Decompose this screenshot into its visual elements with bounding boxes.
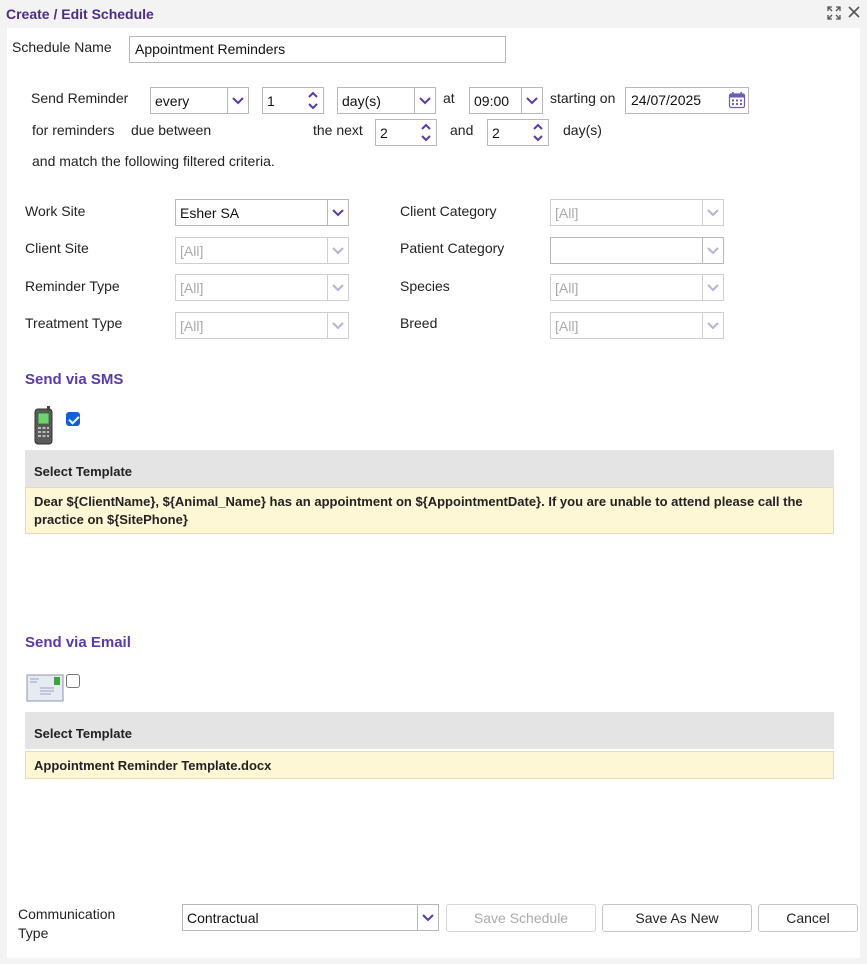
work-site-select[interactable] bbox=[175, 199, 349, 226]
frequency-select[interactable] bbox=[150, 87, 249, 114]
species-select[interactable] bbox=[550, 274, 724, 301]
reminder-type-select[interactable] bbox=[175, 274, 349, 301]
chevron-down-icon[interactable] bbox=[521, 88, 542, 113]
email-enabled-checkbox[interactable] bbox=[66, 674, 80, 688]
chevron-up-icon[interactable] bbox=[530, 120, 546, 132]
sms-template-header: Select Template bbox=[25, 450, 834, 487]
unit-value: day(s) bbox=[342, 93, 381, 109]
chevron-down-icon[interactable] bbox=[414, 88, 435, 113]
breed-label: Breed bbox=[400, 315, 438, 331]
chevron-down-icon bbox=[702, 200, 723, 225]
chevron-down-icon bbox=[327, 275, 348, 300]
chevron-down-icon[interactable] bbox=[227, 88, 248, 113]
title-bar bbox=[0, 0, 867, 28]
work-site-value: Esher SA bbox=[180, 205, 240, 221]
email-section-title: Send via Email bbox=[25, 634, 131, 651]
reminder-type-label: Reminder Type bbox=[25, 278, 120, 294]
at-label: at bbox=[443, 90, 455, 106]
client-site-value: [All] bbox=[180, 243, 204, 259]
range-from-value: 2 bbox=[380, 125, 388, 141]
criteria-text: and match the following filtered criteria. bbox=[32, 153, 275, 169]
send-reminder-label: Send Reminder bbox=[31, 90, 129, 106]
interval-value: 1 bbox=[267, 93, 275, 109]
frequency-value: every bbox=[155, 93, 190, 109]
breed-value: [All] bbox=[555, 318, 579, 334]
start-date-value: 24/07/2025 bbox=[631, 92, 702, 108]
chevron-down-icon[interactable] bbox=[702, 238, 723, 263]
communication-type-value: Contractual bbox=[187, 910, 259, 926]
email-template-header: Select Template bbox=[25, 712, 834, 749]
species-value: [All] bbox=[555, 280, 579, 296]
chevron-down-icon bbox=[702, 275, 723, 300]
and-label: and bbox=[450, 122, 474, 138]
range-unit-label: day(s) bbox=[563, 122, 602, 138]
save-schedule-button[interactable]: Save Schedule bbox=[446, 904, 596, 932]
communication-type-label: Communication Type bbox=[18, 906, 116, 941]
the-next-label: the next bbox=[313, 122, 363, 138]
unit-select[interactable] bbox=[337, 87, 436, 114]
time-value: 09:00 bbox=[474, 93, 510, 109]
time-select[interactable] bbox=[469, 87, 543, 114]
treatment-type-value: [All] bbox=[180, 318, 204, 334]
schedule-name-label: Schedule Name bbox=[12, 39, 112, 55]
patient-category-select[interactable] bbox=[550, 237, 724, 264]
window-title: Create / Edit Schedule bbox=[6, 6, 154, 22]
sms-template-text[interactable]: Dear ${ClientName}, ${Animal_Name} has an appointment on ${AppointmentDate}. If you are unable to attend please call the practice on ${SitePhone} bbox=[25, 487, 834, 534]
chevron-down-icon[interactable] bbox=[530, 132, 546, 144]
for-reminders-label: for reminders bbox=[32, 122, 115, 138]
close-icon[interactable] bbox=[846, 6, 862, 22]
breed-select[interactable] bbox=[550, 312, 724, 339]
range-to-stepper[interactable] bbox=[487, 119, 549, 146]
range-to-value: 2 bbox=[492, 125, 500, 141]
client-category-select[interactable] bbox=[550, 199, 724, 226]
chevron-down-icon bbox=[702, 313, 723, 338]
client-site-label: Client Site bbox=[25, 240, 89, 256]
chevron-down-icon[interactable] bbox=[305, 100, 321, 112]
species-label: Species bbox=[400, 278, 450, 294]
starting-on-label: starting on bbox=[550, 90, 616, 106]
client-site-select[interactable] bbox=[175, 237, 349, 264]
client-category-label: Client Category bbox=[400, 203, 497, 219]
schedule-form bbox=[7, 28, 860, 958]
work-site-label: Work Site bbox=[25, 203, 86, 219]
chevron-up-icon[interactable] bbox=[418, 120, 434, 132]
communication-type-select[interactable] bbox=[182, 904, 439, 931]
mobile-phone-icon bbox=[31, 406, 57, 446]
chevron-down-icon[interactable] bbox=[327, 200, 348, 225]
schedule-name-input[interactable]: Appointment Reminders bbox=[129, 36, 506, 63]
maximize-icon[interactable] bbox=[826, 6, 842, 22]
calendar-icon[interactable] bbox=[728, 91, 746, 109]
sms-section-title: Send via SMS bbox=[25, 371, 124, 388]
envelope-icon bbox=[26, 674, 64, 702]
treatment-type-label: Treatment Type bbox=[25, 315, 123, 331]
chevron-down-icon bbox=[327, 313, 348, 338]
cancel-button[interactable]: Cancel bbox=[758, 904, 858, 932]
chevron-down-icon[interactable] bbox=[418, 132, 434, 144]
chevron-down-icon[interactable] bbox=[417, 905, 438, 930]
client-category-value: [All] bbox=[555, 205, 579, 221]
sms-enabled-checkbox[interactable] bbox=[66, 412, 80, 426]
chevron-down-icon bbox=[327, 238, 348, 263]
treatment-type-select[interactable] bbox=[175, 312, 349, 339]
due-between-label: due between bbox=[131, 122, 212, 138]
email-template-text[interactable]: Appointment Reminder Template.docx bbox=[25, 751, 834, 779]
reminder-type-value: [All] bbox=[180, 280, 204, 296]
patient-category-label: Patient Category bbox=[400, 240, 505, 256]
chevron-up-icon[interactable] bbox=[305, 88, 321, 100]
interval-stepper[interactable] bbox=[262, 87, 324, 114]
save-as-new-button[interactable]: Save As New bbox=[602, 904, 752, 932]
range-from-stepper[interactable] bbox=[375, 119, 437, 146]
